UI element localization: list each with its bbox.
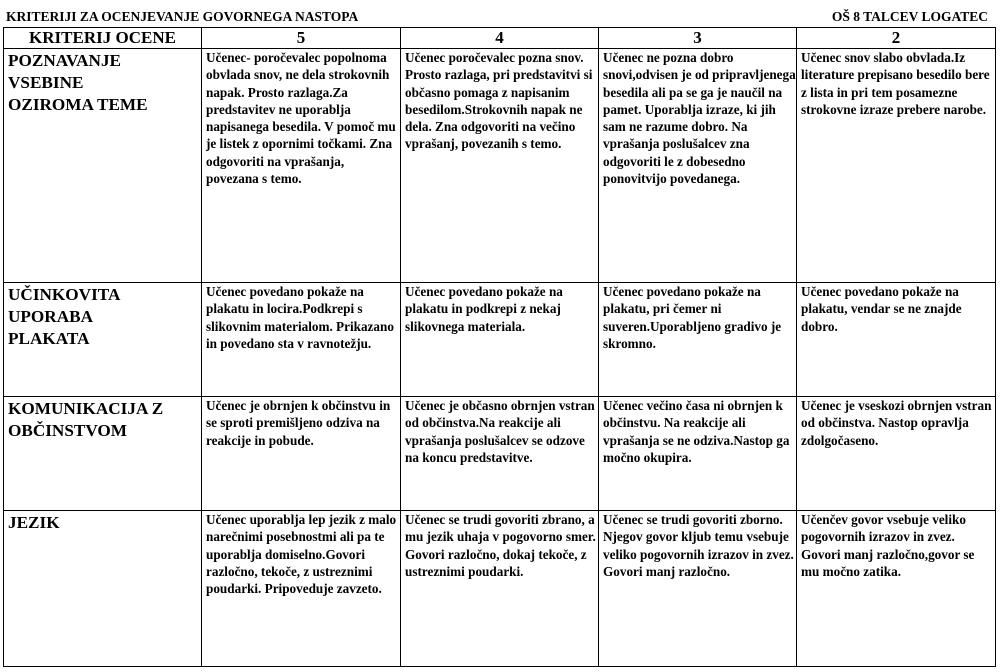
column-header-grade-2: 2 bbox=[797, 28, 996, 49]
grade-5-cell: Učenec povedano pokaže na plakatu in locira.Podkrepi s slikovnim materialom. Prikazano in povedano sta v ravnotežju. bbox=[202, 283, 401, 397]
grade-4-cell: Učenec se trudi govoriti zbrano, a mu jezik uhaja v pogovorno smer. Govori razločno, dokaj tekoče, z ustreznimi poudarki. bbox=[401, 511, 599, 667]
grade-5-cell: Učenec je obrnjen k občinstvu in se sproti premišljeno odziva na reakcije in pobude. bbox=[202, 397, 401, 511]
criterion-label: JEZIK bbox=[8, 513, 60, 532]
grade-2-cell: Učenec povedano pokaže na plakatu, vendar se ne znajde dobro. bbox=[797, 283, 996, 397]
column-header-grade-4: 4 bbox=[401, 28, 599, 49]
page-header bbox=[6, 8, 988, 26]
grade-5-cell: Učenec- poročevalec popolnoma obvlada snov, ne dela strokovnih napak. Prosto razlaga.Za predstavitev ne uporablja napisanega besedila. V pomoč mu je listek z opornimi točkami. Zna odgovoriti na vprašanja, povezana s temo. bbox=[202, 49, 401, 283]
grade-4-cell: Učenec povedano pokaže na plakatu in podkrepi z nekaj slikovnega materiala. bbox=[401, 283, 599, 397]
grade-3-cell: Učenec ne pozna dobro snovi,odvisen je od pripravljenega besedila ali pa se ga je naučil na pamet. Uporablja izraze, ki jih sam ne razume dobro. Na vprašanja poslušalcev zna odgovoriti le z dobesedno ponovitvijo povedanega. bbox=[599, 49, 797, 283]
table-header-row bbox=[4, 28, 996, 49]
rubric-table bbox=[3, 27, 996, 667]
criterion-label: KOMUNIKACIJA Z OBČINSTVOM bbox=[8, 399, 164, 440]
school-name: OŠ 8 TALCEV LOGATEC bbox=[831, 9, 988, 24]
column-header-grade-3: 3 bbox=[599, 28, 797, 49]
column-header-grade-5: 5 bbox=[202, 28, 401, 49]
table-row bbox=[4, 49, 996, 283]
grade-3-cell: Učenec se trudi govoriti zborno. Njegov govor kljub temu vsebuje veliko pogovornih izrazov in zvez. Govori manj razločno. bbox=[599, 511, 797, 667]
criterion-label: UČINKOVITA UPORABA PLAKATA bbox=[8, 285, 121, 348]
grade-3-cell: Učenec povedano pokaže na plakatu, pri čemer ni suveren.Uporabljeno gradivo je skromno. bbox=[599, 283, 797, 397]
document-title: KRITERIJI ZA OCENJEVANJE GOVORNEGA NASTOPA bbox=[6, 9, 359, 24]
grade-4-cell: Učenec poročevalec pozna snov. Prosto razlaga, pri predstavitvi si občasno pomaga z napisanim besedilom.Strokovnih napak ne dela. Zna odgovoriti na večino vprašanj, povezanih s temo. bbox=[401, 49, 599, 283]
table-row bbox=[4, 283, 996, 397]
grade-3-cell: Učenec večino časa ni obrnjen k občinstvu. Na reakcije ali vprašanja se ne odziva.Nastop ga močno okupira. bbox=[599, 397, 797, 511]
criterion-cell bbox=[4, 397, 202, 511]
table-row bbox=[4, 511, 996, 667]
criterion-label: POZNAVANJE VSEBINE OZIROMA TEME bbox=[8, 51, 148, 114]
grade-2-cell: Učenec snov slabo obvlada.Iz literature prepisano besedilo bere z lista in pri tem posamezne strokovne izraze prebere narobe. bbox=[797, 49, 996, 283]
criterion-cell bbox=[4, 283, 202, 397]
grade-2-cell: Učenčev govor vsebuje veliko pogovornih izrazov in zvez. Govori manj razločno,govor se mu močno zatika. bbox=[797, 511, 996, 667]
grade-2-cell: Učenec je vseskozi obrnjen vstran od občinstva. Nastop opravlja zdolgočaseno. bbox=[797, 397, 996, 511]
criterion-cell bbox=[4, 49, 202, 283]
criterion-cell bbox=[4, 511, 202, 667]
grade-4-cell: Učenec je občasno obrnjen vstran od občinstva.Na reakcije ali vprašanja poslušalcev se odzove na koncu predstavitve. bbox=[401, 397, 599, 511]
column-header-criterion: KRITERIJ OCENE bbox=[4, 28, 202, 49]
table-row bbox=[4, 397, 996, 511]
grade-5-cell: Učenec uporablja lep jezik z malo narečnimi posebnostmi ali pa te uporablja domiselno.Govori razločno, tekoče, z ustreznimi poudarki. Pripoveduje zavzeto. bbox=[202, 511, 401, 667]
